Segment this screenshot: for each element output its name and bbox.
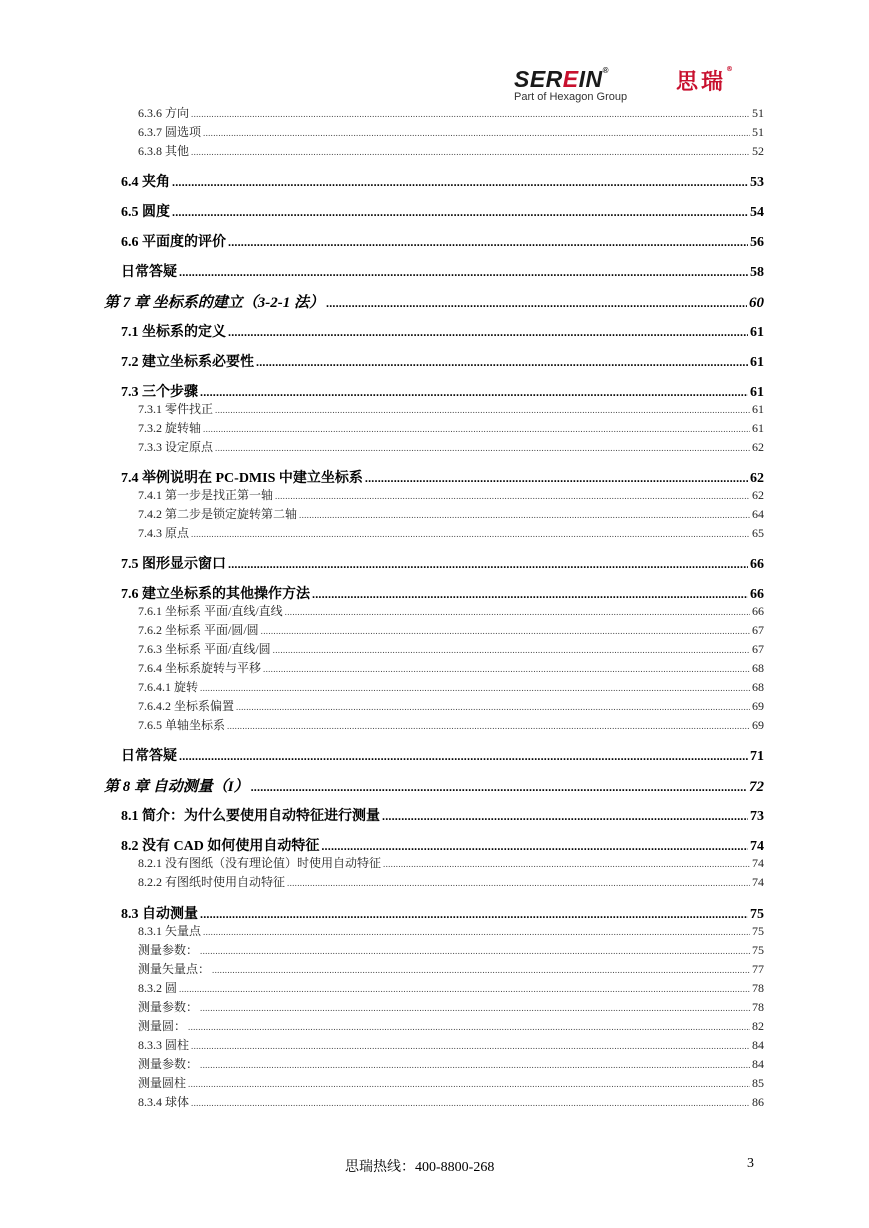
toc-entry-page: 74	[752, 856, 764, 870]
toc-entry-title: 7.6 建立坐标系的其他操作方法	[121, 587, 310, 602]
toc-chapter-entry[interactable]	[104, 291, 764, 312]
toc-subsection-entry[interactable]	[138, 505, 764, 522]
toc-subsection-entry[interactable]	[138, 1055, 764, 1072]
toc-dot-leader	[228, 325, 748, 340]
toc-subsection-entry[interactable]	[138, 621, 764, 638]
toc-entry-page: 84	[752, 1038, 764, 1052]
toc-subsection-entry[interactable]	[138, 960, 764, 977]
page-number: 3	[747, 1156, 754, 1171]
toc-subsection-entry[interactable]	[138, 123, 764, 140]
toc-subsection-entry[interactable]	[138, 922, 764, 939]
toc-entry-title: 7.6.4.2 坐标系偏置	[138, 699, 235, 713]
toc-entry-title: 日常答疑	[121, 265, 177, 280]
toc-entry-title: 7.3.2 旋转轴	[138, 421, 202, 435]
toc-entry-title: 7.6.4.1 旋转	[138, 680, 199, 694]
toc-subsection-entry[interactable]	[138, 640, 764, 657]
toc-entry-title: 7.4.2 第二步是锁定旋转第二轴	[138, 507, 298, 521]
toc-section-entry[interactable]	[121, 201, 764, 221]
toc-subsection-entry[interactable]	[138, 716, 764, 733]
toc-section-entry[interactable]	[121, 745, 764, 765]
toc-section-entry[interactable]	[121, 351, 764, 371]
toc-entry-page: 66	[752, 604, 764, 618]
toc-dot-leader	[228, 235, 748, 250]
toc-subsection-entry[interactable]	[138, 697, 764, 714]
toc-entry-page: 68	[752, 661, 764, 675]
toc-entry-title: 6.3.6 方向	[138, 106, 190, 120]
toc-subsection-entry[interactable]	[138, 438, 764, 455]
toc-section-entry[interactable]	[121, 381, 764, 401]
toc-entry-title: 测量参数：	[138, 1000, 199, 1014]
toc-dot-leader	[200, 385, 748, 400]
toc-subsection-entry[interactable]	[138, 400, 764, 417]
toc-subsection-entry[interactable]	[138, 419, 764, 436]
toc-dot-leader	[188, 1022, 750, 1032]
toc-entry-title: 8.2 没有 CAD 如何使用自动特征	[121, 839, 320, 854]
toc-entry-title: 7.3.3 设定原点	[138, 440, 214, 454]
toc-dot-leader	[285, 607, 750, 617]
toc-dot-leader	[203, 128, 750, 138]
toc-entry-page: 51	[752, 106, 764, 120]
toc-dot-leader	[326, 296, 747, 311]
toc-entry-page: 66	[750, 557, 764, 572]
toc-entry-page: 73	[750, 809, 764, 824]
toc-dot-leader	[228, 557, 748, 572]
toc-entry-title: 7.6.2 坐标系 平面/圆/圆	[138, 623, 259, 637]
toc-entry-title: 测量圆柱	[138, 1076, 187, 1090]
toc-section-entry[interactable]	[121, 553, 764, 573]
toc-entry-page: 74	[750, 839, 764, 854]
toc-dot-leader	[365, 471, 748, 486]
toc-subsection-entry[interactable]	[138, 659, 764, 676]
toc-entry-page: 75	[752, 924, 764, 938]
toc-entry-title: 测量参数：	[138, 1057, 199, 1071]
toc-entry-page: 69	[752, 699, 764, 713]
toc-entry-title: 测量参数：	[138, 943, 199, 957]
toc-entry-page: 68	[752, 680, 764, 694]
toc-entry-page: 82	[752, 1019, 764, 1033]
toc-subsection-entry[interactable]	[138, 486, 764, 503]
toc-section-entry[interactable]	[121, 321, 764, 341]
toc-entry-title: 8.1 简介：为什么要使用自动特征进行测量	[121, 809, 380, 824]
toc-dot-leader	[321, 839, 748, 854]
toc-entry-page: 54	[750, 205, 764, 220]
toc-entry-title: 7.5 图形显示窗口	[121, 557, 226, 572]
toc-entry-page: 62	[750, 471, 764, 486]
toc-section-entry[interactable]	[121, 903, 764, 923]
toc-entry-title: 6.5 圆度	[121, 205, 170, 220]
toc-entry-title: 7.4.3 原点	[138, 526, 190, 540]
toc-dot-leader	[203, 424, 750, 434]
toc-entry-page: 69	[752, 718, 764, 732]
toc-entry-title: 7.3 三个步骤	[121, 385, 198, 400]
toc-subsection-entry[interactable]	[138, 998, 764, 1015]
toc-entry-page: 61	[750, 385, 764, 400]
toc-entry-page: 61	[750, 355, 764, 370]
toc-dot-leader	[191, 109, 750, 119]
toc-entry-title: 第 7 章 坐标系的建立（3-2-1 法）	[104, 295, 324, 311]
toc-dot-leader	[227, 721, 750, 731]
toc-entry-title: 8.3.4 球体	[138, 1095, 190, 1109]
toc-entry-title: 测量矢量点：	[138, 962, 211, 976]
toc-dot-leader	[203, 927, 750, 937]
toc-dot-leader	[200, 907, 748, 922]
logo-chinese: 思瑞®	[676, 65, 734, 95]
toc-entry-page: 67	[752, 642, 764, 656]
toc-subsection-entry[interactable]	[138, 979, 764, 996]
toc-dot-leader	[191, 1098, 750, 1108]
toc-entry-title: 测量圆：	[138, 1019, 187, 1033]
toc-entry-page: 61	[752, 421, 764, 435]
toc-chapter-entry[interactable]	[104, 775, 764, 796]
hotline-footer: 思瑞热线：400-8800-268	[345, 1160, 495, 1175]
toc-entry-title: 7.6.1 坐标系 平面/直线/直线	[138, 604, 283, 618]
toc-entry-title: 8.3.1 矢量点	[138, 924, 202, 938]
toc-subsection-entry[interactable]	[138, 602, 764, 619]
toc-dot-leader	[179, 265, 748, 280]
toc-entry-title: 第 8 章 自动测量（I）	[104, 779, 249, 795]
toc-entry-title: 7.6.4 坐标系旋转与平移	[138, 661, 262, 675]
toc-section-entry[interactable]	[121, 467, 764, 487]
toc-entry-page: 78	[752, 1000, 764, 1014]
toc-entry-title: 6.3.8 其他	[138, 144, 190, 158]
toc-subsection-entry[interactable]	[138, 524, 764, 541]
toc-entry-page: 86	[752, 1095, 764, 1109]
toc-dot-leader	[312, 587, 748, 602]
toc-entry-page: 74	[752, 875, 764, 889]
toc-dot-leader	[200, 683, 750, 693]
toc-entry-page: 75	[752, 943, 764, 957]
toc-dot-leader	[382, 809, 748, 824]
toc-entry-title: 8.3.2 圆	[138, 981, 178, 995]
toc-entry-page: 53	[750, 175, 764, 190]
toc-dot-leader	[273, 645, 750, 655]
toc-dot-leader	[261, 626, 750, 636]
toc-entry-page: 75	[750, 907, 764, 922]
toc-dot-leader	[287, 878, 750, 888]
toc-entry-page: 77	[752, 962, 764, 976]
toc-entry-title: 6.4 夹角	[121, 175, 170, 190]
toc-dot-leader	[256, 355, 748, 370]
toc-entry-page: 56	[750, 235, 764, 250]
toc-section-entry[interactable]	[121, 261, 764, 281]
toc-dot-leader	[251, 780, 747, 795]
toc-entry-title: 7.6.3 坐标系 平面/直线/圆	[138, 642, 271, 656]
toc-section-entry[interactable]	[121, 583, 764, 603]
toc-entry-title: 日常答疑	[121, 749, 177, 764]
toc-dot-leader	[275, 491, 750, 501]
toc-dot-leader	[200, 1060, 750, 1070]
toc-subsection-entry[interactable]	[138, 142, 764, 159]
toc-entry-page: 60	[749, 295, 764, 311]
toc-entry-title: 8.2.2 有图纸时使用自动特征	[138, 875, 286, 889]
toc-subsection-entry[interactable]	[138, 104, 764, 121]
toc-subsection-entry[interactable]	[138, 873, 764, 890]
toc-entry-page: 61	[752, 402, 764, 416]
toc-subsection-entry[interactable]	[138, 1074, 764, 1091]
toc-dot-leader	[215, 443, 750, 453]
toc-entry-page: 66	[750, 587, 764, 602]
toc-entry-title: 7.4 举例说明在 PC-DMIS 中建立坐标系	[121, 471, 363, 486]
toc-entry-page: 52	[752, 144, 764, 158]
toc-dot-leader	[191, 529, 750, 539]
toc-dot-leader	[172, 205, 748, 220]
toc-dot-leader	[299, 510, 750, 520]
toc-subsection-entry[interactable]	[138, 1093, 764, 1110]
toc-entry-title: 7.6.5 单轴坐标系	[138, 718, 226, 732]
logo-tagline: Part of Hexagon Group	[514, 91, 628, 103]
toc-subsection-entry[interactable]	[138, 678, 764, 695]
toc-entry-page: 58	[750, 265, 764, 280]
toc-subsection-entry[interactable]	[138, 854, 764, 871]
toc-entry-page: 78	[752, 981, 764, 995]
toc-section-entry[interactable]	[121, 231, 764, 251]
toc-entry-page: 61	[750, 325, 764, 340]
toc-dot-leader	[172, 175, 748, 190]
toc-entry-title: 8.3 自动测量	[121, 907, 198, 922]
toc-entry-page: 67	[752, 623, 764, 637]
toc-dot-leader	[188, 1079, 750, 1089]
toc-entry-page: 84	[752, 1057, 764, 1071]
toc-entry-page: 85	[752, 1076, 764, 1090]
toc-entry-title: 7.4.1 第一步是找正第一轴	[138, 488, 274, 502]
toc-subsection-entry[interactable]	[138, 1036, 764, 1053]
toc-entry-title: 6.3.7 圆选项	[138, 125, 202, 139]
toc-section-entry[interactable]	[121, 171, 764, 191]
toc-entry-page: 62	[752, 488, 764, 502]
toc-entry-page: 71	[750, 749, 764, 764]
toc-entry-page: 62	[752, 440, 764, 454]
toc-dot-leader	[263, 664, 750, 674]
toc-entry-title: 8.2.1 没有图纸（没有理论值）时使用自动特征	[138, 856, 382, 870]
toc-entry-title: 7.1 坐标系的定义	[121, 325, 226, 340]
toc-entry-page: 65	[752, 526, 764, 540]
serein-logo	[514, 66, 764, 104]
toc-subsection-entry[interactable]	[138, 941, 764, 958]
toc-dot-leader	[212, 965, 750, 975]
toc-entry-page: 64	[752, 507, 764, 521]
toc-entry-page: 72	[749, 779, 764, 795]
toc-dot-leader	[191, 1041, 750, 1051]
toc-dot-leader	[200, 946, 750, 956]
toc-entry-title: 7.2 建立坐标系必要性	[121, 355, 254, 370]
toc-dot-leader	[191, 147, 750, 157]
toc-entry-page: 51	[752, 125, 764, 139]
toc-section-entry[interactable]	[121, 805, 764, 825]
toc-dot-leader	[236, 702, 750, 712]
toc-entry-title: 8.3.3 圆柱	[138, 1038, 190, 1052]
toc-dot-leader	[383, 859, 750, 869]
toc-entry-title: 7.3.1 零件找正	[138, 402, 214, 416]
toc-entry-title: 6.6 平面度的评价	[121, 235, 226, 250]
toc-dot-leader	[200, 1003, 750, 1013]
logo-brand: SEREIN®	[514, 66, 610, 92]
toc-dot-leader	[215, 405, 750, 415]
toc-dot-leader	[179, 749, 748, 764]
toc-dot-leader	[179, 984, 750, 994]
toc-section-entry[interactable]	[121, 835, 764, 855]
toc-subsection-entry[interactable]	[138, 1017, 764, 1034]
